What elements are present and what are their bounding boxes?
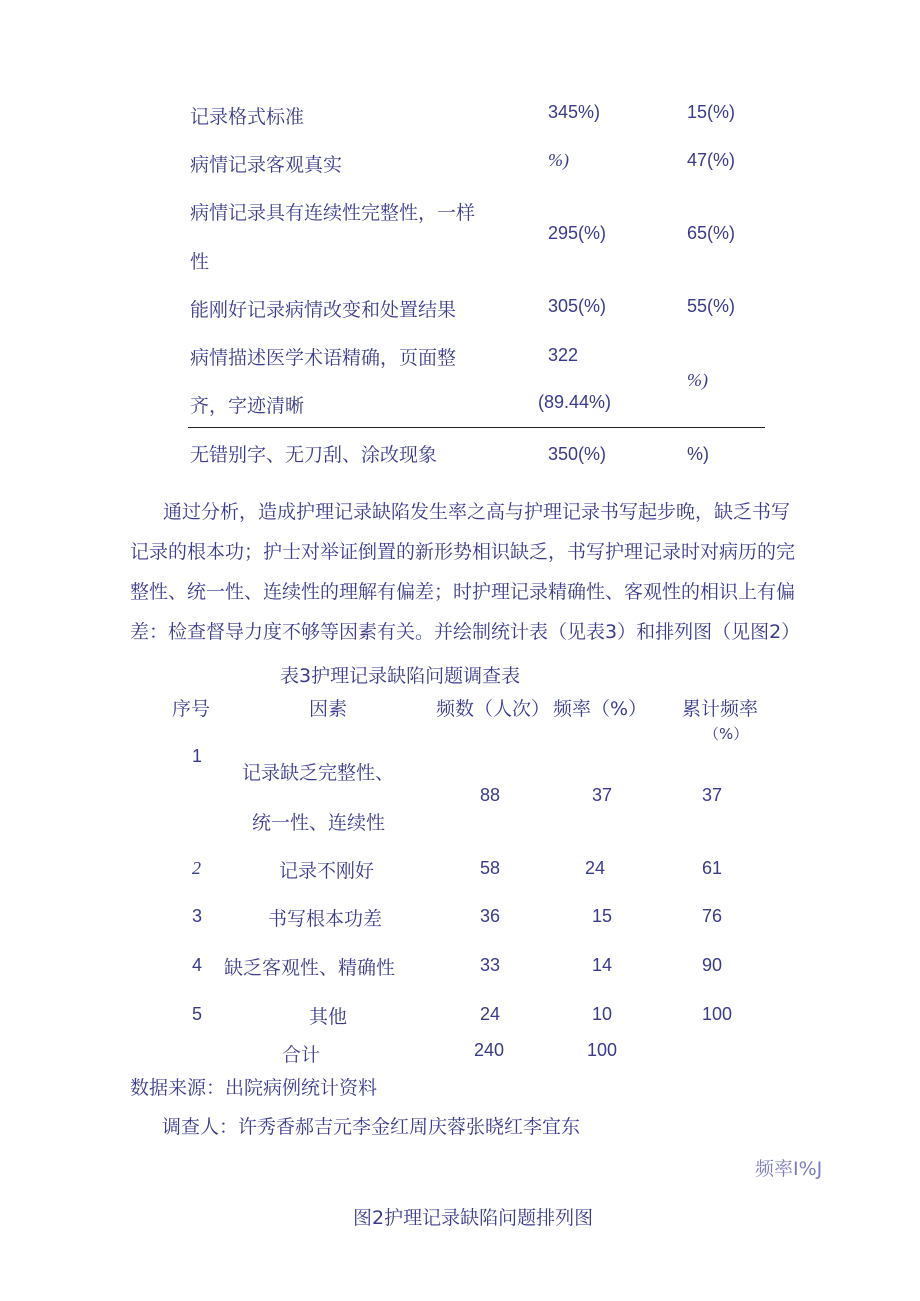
table3-total-freq: 240 (474, 1040, 505, 1060)
table2-row2-item: 病情记录客观真实 (190, 154, 343, 176)
paragraph-line-1: 通过分析，造成护理记录缺陷发生率之高与护理记录书写起步晚，缺乏书写 (163, 501, 791, 523)
table3-row5-freq: 24 (480, 1004, 501, 1024)
table3-row1-factor-line2: 统一性、连续性 (252, 812, 386, 834)
table3-row2-cum: 61 (702, 858, 723, 878)
table3-row5-rate: 10 (592, 1004, 613, 1024)
table2-row5-v2: %) (687, 370, 708, 390)
table3-header-factor: 因素 (309, 698, 348, 720)
table3-row4-cum: 90 (702, 955, 723, 975)
analysis-paragraph (130, 492, 830, 652)
table3-header-cum-unit: （%） (704, 725, 749, 743)
table2-rule (188, 427, 765, 428)
table3-row2-freq: 58 (480, 858, 501, 878)
table3-row2-rate: 24 (585, 858, 606, 878)
table2-row2-v1: %) (548, 150, 569, 170)
paragraph-line-4: 差：检查督导力度不够等因素有关。并绘制统计表（见表3）和排列图（见图2） (130, 621, 801, 643)
table3-row4-seq: 4 (192, 955, 203, 975)
table3-total-label: 合计 (282, 1044, 321, 1066)
data-source: 数据来源：出院病例统计资料 (130, 1077, 378, 1099)
table2-row4-v1: 305(%) (548, 296, 607, 316)
table3-row3-rate: 15 (592, 906, 613, 926)
table2-row3-v2: 65(%) (687, 223, 736, 243)
table3-header-cum: 累计频率 (682, 698, 759, 720)
table3-row4-factor: 缺乏客观性、精确性 (224, 957, 396, 979)
table3-row3-cum: 76 (702, 906, 723, 926)
table2-row2-v2: 47(%) (687, 150, 736, 170)
table3-row5-cum: 100 (702, 1004, 733, 1024)
figure-caption: 图2护理记录缺陷问题排列图 (353, 1207, 594, 1229)
table2-row6-v1: 350(%) (548, 444, 607, 464)
table2-row1-v2: 15(%) (687, 102, 736, 122)
table3-row1-freq: 88 (480, 785, 501, 805)
table3-row2-seq: 2 (192, 858, 201, 878)
table3-header-freq: 频数（人次） (436, 698, 551, 720)
table3-total-rate: 100 (587, 1040, 618, 1060)
table2-row3-item-line2: 性 (190, 251, 210, 273)
table2-row6-v2: %) (687, 444, 709, 464)
table3-row4-rate: 14 (592, 955, 613, 975)
table3-row5-factor: 其他 (309, 1006, 348, 1028)
paragraph-line-3: 整性、统一性、连续性的理解有偏差；时护理记录精确性、客观性的相识上有偏 (130, 581, 796, 603)
table3-row3-factor: 书写根本功差 (268, 908, 383, 930)
table2-row3-v1: 295(%) (548, 223, 607, 243)
figure-axis-label: 频率I%J (755, 1158, 823, 1180)
table2-row5-item-line1: 病情描述医学术语精确，页面整 (190, 347, 457, 369)
table2-row6-item: 无错别字、无刀刮、涂改现象 (190, 444, 438, 466)
table3-row4-freq: 33 (480, 955, 501, 975)
table2-row5-v1-line1: 322 (548, 345, 579, 365)
table2-row1-v1: 345%) (548, 102, 601, 122)
table3-header-rate: 频率（%） (553, 698, 648, 720)
table2-row5-item-line2: 齐，字迹清晰 (190, 395, 305, 417)
table3-title: 表3护理记录缺陷问题调查表 (280, 665, 521, 687)
table3-row1-cum: 37 (702, 785, 723, 805)
table3-row3-freq: 36 (480, 906, 501, 926)
table2-row3-item-line1: 病情记录具有连续性完整性，一样 (190, 202, 476, 224)
table2-row1-item: 记录格式标准 (190, 106, 305, 128)
table3-row2-factor: 记录不刚好 (279, 860, 375, 882)
table3-row1-seq: 1 (192, 746, 203, 766)
table2-row4-item: 能刚好记录病情改变和处置结果 (190, 299, 457, 321)
table3-header-seq: 序号 (172, 698, 211, 720)
investigators: 调查人：许秀香郝吉元李金红周庆蓉张晓红李宜东 (162, 1116, 581, 1138)
table3-row3-seq: 3 (192, 906, 203, 926)
table2-row4-v2: 55(%) (687, 296, 736, 316)
paragraph-line-2: 记录的根本功；护士对举证倒置的新形势相识缺乏，书写护理记录时对病历的完 (130, 541, 796, 563)
table2-row5-v1-line2: (89.44%) (538, 392, 612, 412)
table3-row1-rate: 37 (592, 785, 613, 805)
table3-row5-seq: 5 (192, 1004, 203, 1024)
table3-row1-factor-line1: 记录缺乏完整性、 (242, 762, 395, 784)
